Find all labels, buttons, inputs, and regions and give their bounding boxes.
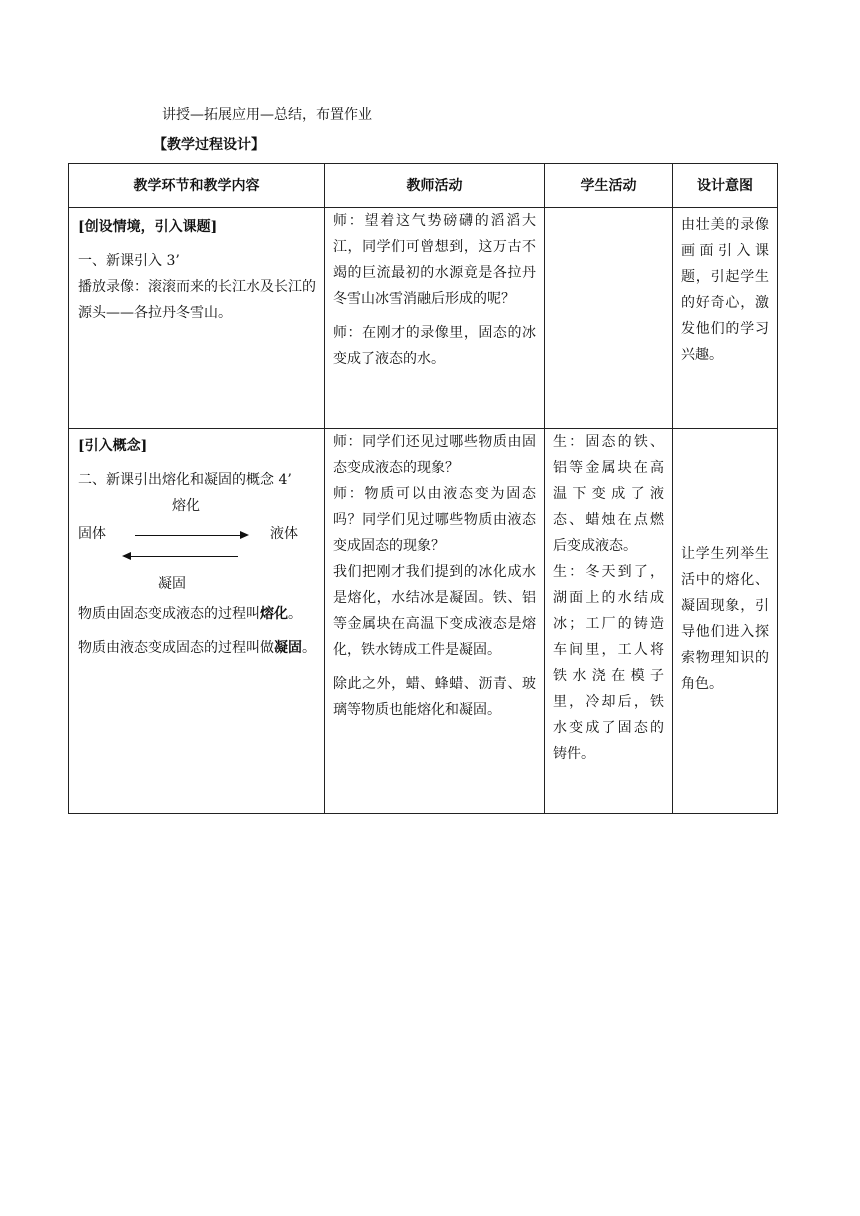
row1-teacher-cell [325,208,545,429]
row1-teacher-p1: 师：望着这气势磅礴的滔滔大江，同学们可曾想到，这万古不竭的巨流最初的水源竟是各拉丹冬雪山冰雪消融后形成的呢？ [333,213,536,307]
row1-content-cell [69,208,325,429]
intro-line: 讲授—拓展应用—总结，布置作业 [162,107,372,123]
def2-suffix: 。 [302,640,316,656]
row1-student-cell [545,208,673,429]
section-heading: 【教学过程设计】 [153,137,265,153]
right-arrow-icon [135,535,247,536]
liquid-label: 液体 [270,526,298,542]
header-intent: 设计意图 [673,164,778,208]
row2-teacher-p3: 我们把刚才我们提到的冰化成水是熔化，水结冰是凝固。铁、铝等金属块在高温下变成液态是熔化，铁水铸成工件是凝固。 [333,564,536,658]
def1-suffix: 。 [288,606,302,622]
row2-line1: 二、新课引出熔化和凝固的概念 4’ [78,472,292,488]
row2-title: [引入概念] [78,438,148,454]
definition-melting [78,601,316,627]
def2-term: 凝固 [274,640,302,656]
def1-prefix: 物质由固态变成液态的过程叫 [78,606,260,622]
table-header-row [69,164,778,208]
table-row [69,429,778,814]
left-arrow-icon [124,556,238,557]
melting-label: 熔化 [172,498,200,514]
def1-term: 熔化 [260,606,288,622]
row2-teacher-p1: 师：同学们还见过哪些物质由固态变成液态的现象？ [333,434,536,476]
row1-intent: 由壮美的录像画面引入课题，引起学生的好奇心，激发他们的学习兴趣。 [681,217,769,363]
def2-prefix: 物质由液态变成固态的过程叫做 [78,640,274,656]
row1-teacher-p2: 师：在刚才的录像里，固态的冰变成了液态的水。 [333,325,536,367]
row2-teacher-p4: 除此之外，蜡、蜂蜡、沥青、玻璃等物质也能熔化和凝固。 [333,676,536,718]
row2-intent: 让学生列举生活中的熔化、凝固现象，引导他们进入探索物理知识的角色。 [681,546,769,692]
row2-intent-cell [673,429,778,814]
table-row [69,208,778,429]
definition-solidification [78,635,316,661]
row2-student-p1: 生：固态的铁、铝等金属块在高温下变成了液态、蜡烛在点燃后变成液态。 [553,434,664,554]
header-content: 教学环节和教学内容 [69,164,325,208]
header-teacher: 教师活动 [325,164,545,208]
header-student: 学生活动 [545,164,673,208]
row1-title: [创设情境，引入课题] [78,219,218,235]
lesson-process-table [68,163,778,814]
row2-student-p2: 生：冬天到了，湖面上的水结成冰；工厂的铸造车间里，工人将铁水浇在模子里，冷却后，铁水变成了固态的铸件。 [553,564,664,762]
row1-intent-cell [673,208,778,429]
row2-content-cell [69,429,325,814]
row1-line1: 一、新课引入 3’ [78,253,180,269]
solidification-label: 凝固 [158,576,186,592]
row1-line2: 播放录像：滚滚而来的长江水及长江的源头——各拉丹冬雪山。 [78,279,316,321]
row2-student-cell [545,429,673,814]
row2-teacher-cell [325,429,545,814]
row2-teacher-p2: 师：物质可以由液态变为固态吗？同学们见过哪些物质由液态变成固态的现象？ [333,486,536,554]
solid-label: 固体 [78,526,106,542]
phase-change-diagram [78,493,316,601]
